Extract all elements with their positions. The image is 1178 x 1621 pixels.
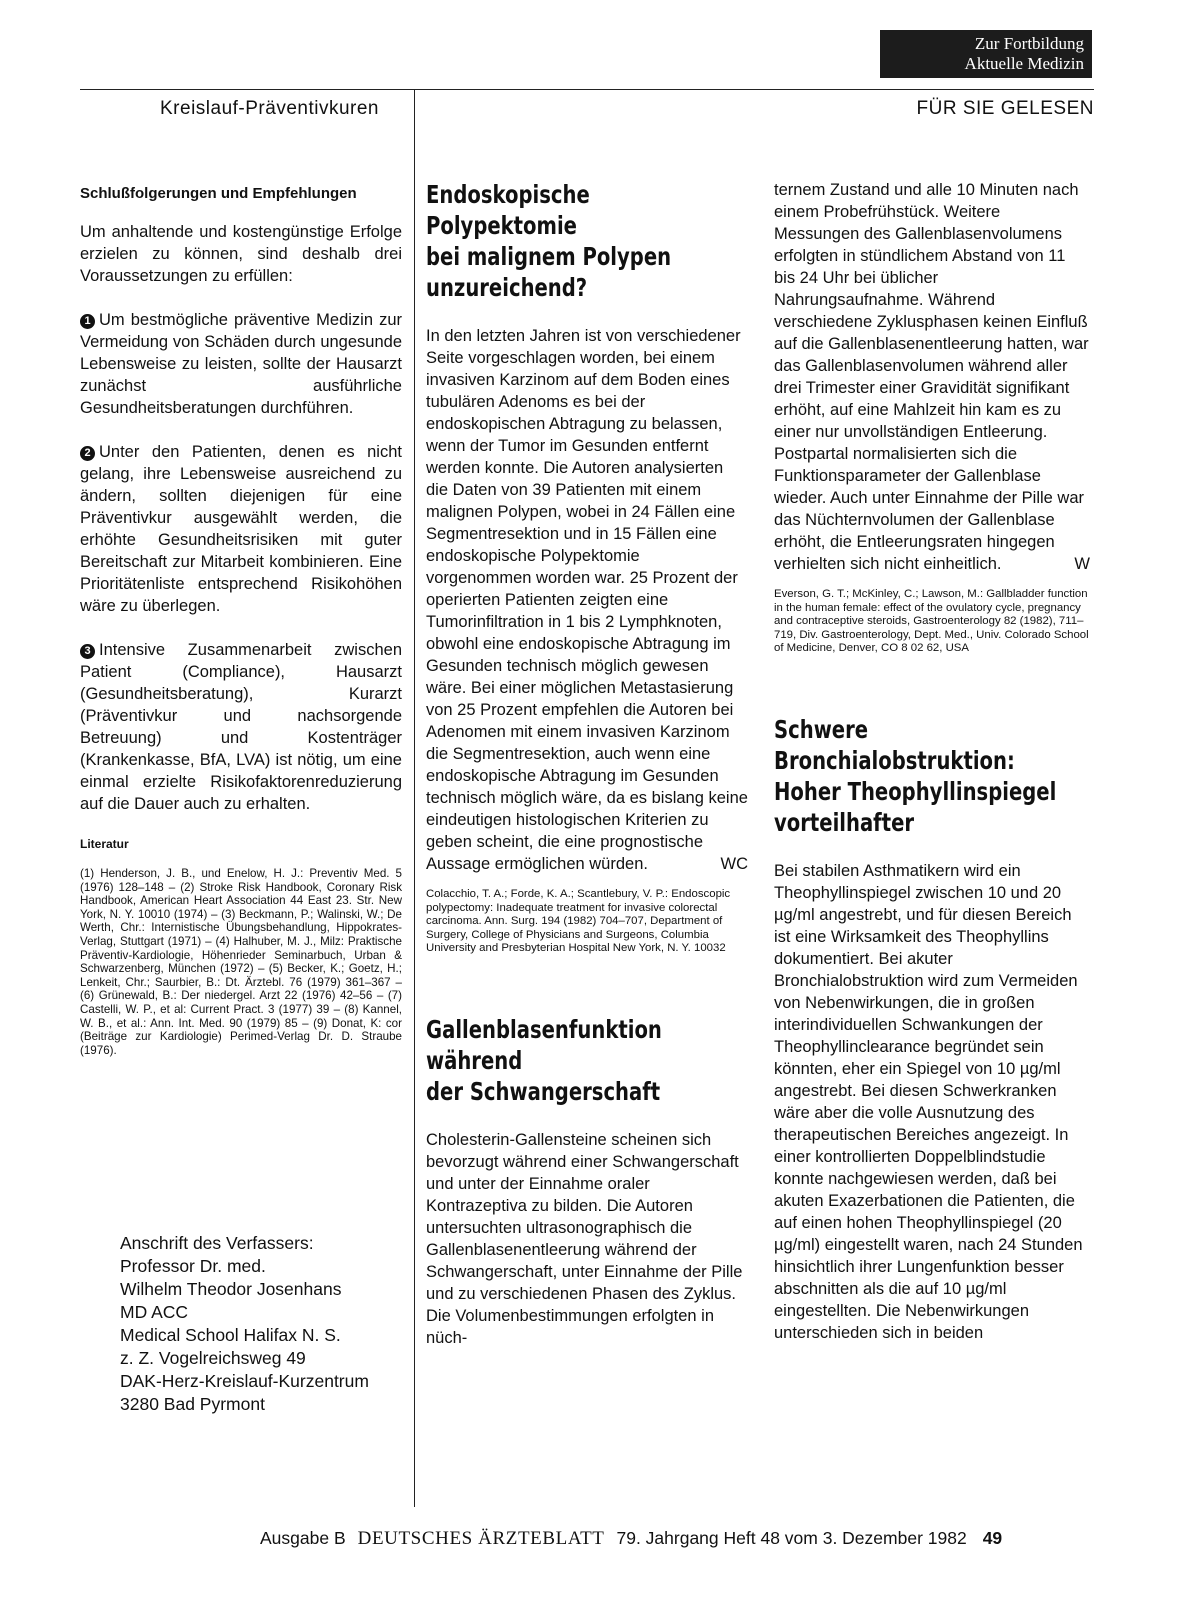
column-divider <box>414 89 415 1507</box>
title-line: Schwere <box>774 714 869 744</box>
article-1-body <box>426 325 748 875</box>
recommendation-1 <box>80 309 402 419</box>
badge-line-2: Aktuelle Medizin <box>964 54 1084 73</box>
running-head-right: FÜR SIE GELESEN <box>916 98 1094 119</box>
footer-edition: Ausgabe B <box>260 1528 346 1548</box>
section-badge <box>880 30 1092 78</box>
article-3-body: Bei stabilen Asthmatikern wird ein Theophyllinspiegel zwischen 10 und 20 µg/ml angestrebt, und für diesen Bereich ist eine Wirksamkeit des Theophyllins dokumentiert. Bei akuter Bronchialobstruktion wird zum Vermeiden von Nebenwirkungen, die in großen interindividuellen Schwankungen der Theophyllinclearance begründet sein könnten, eher ein Spiegel von 10 µg/ml angestrebt. Bei diesen Schwerkranken wäre aber die volle Ausnutzung des therapeutischen Bereiches angezeigt. In einer kontrollierten Doppelblindstudie konnte nachgewiesen werden, daß bei akuten Exazerbationen die Patienten, die auf einen hohen Theophyllinspiegel (20 µg/ml) eingestellt waren, nach 24 Stunden hinsichtlich ihrer Lungenfunktion besser abschnitten als die auf 10 µg/ml eingestellten. Die Nebenwirkungen unterschieden sich in beiden <box>774 861 1083 1342</box>
page-footer <box>260 1528 1002 1550</box>
recommendation-text-2: Unter den Patienten, denen es nicht gelang, ihre Lebensweise ausreichend zu ändern, sollten diejenigen für eine Präventivkur ausgewählt werden, die erhöhte Gesundheitsrisiken mit guter Bereitschaft zur Mitarbeit kombinieren. Eine Prioritätenliste entsprechend Risikohöhen wäre zu überlegen. <box>80 443 402 615</box>
recommendation-text-3: Intensive Zusammenarbeit zwischen Patient (Compliance), Hausarzt (Gesundheitsberatung), Kurarzt (Präventivkur und nachsorgende Betreuung) und Kostenträger (Krankenkasse, BfA, LVA) ist nötig, um eine einmal erzielte Risikofaktorenreduzierung auf die Dauer auch zu erhalten. <box>80 641 402 813</box>
address-line: Professor Dr. med. <box>120 1256 266 1276</box>
number-badge-3: 3 <box>80 644 95 659</box>
title-line: während <box>426 1045 523 1075</box>
address-line: Medical School Halifax N. S. <box>120 1325 341 1345</box>
address-line: Anschrift des Verfassers: <box>120 1233 314 1253</box>
title-line: der Schwangerschaft <box>426 1076 661 1106</box>
article-1-signature: WC <box>720 855 748 873</box>
article-2-signature: W <box>1074 555 1090 573</box>
top-rule <box>80 89 1094 90</box>
article-1-title <box>426 179 748 303</box>
title-line: Hoher Theophyllinspiegel <box>774 776 1057 806</box>
address-line: MD ACC <box>120 1302 189 1322</box>
footer-issue: 79. Jahrgang Heft 48 vom 3. Dezember 1982 <box>616 1528 967 1548</box>
article-2-body-part-1: Cholesterin-Gallensteine scheinen sich bevorzugt während einer Schwangerschaft und unter der Einnahme oraler Kontrazeptiva zu bilden. Die Autoren untersuchten ultrasonographisch die Gallenblasenentleerung während der Schwangerschaft, unter Einnahme der Pille und zu verschiedenen Phasen des Zyklus. Die Volumenbestimmungen erfolgten in nüch- <box>426 1130 743 1347</box>
address-line: Wilhelm Theodor Josenhans <box>120 1279 342 1299</box>
address-line: z. Z. Vogelreichsweg 49 <box>120 1348 306 1368</box>
recommendation-3 <box>80 639 402 815</box>
article-2-title <box>426 1014 748 1107</box>
column-middle <box>426 179 748 1349</box>
title-line: vorteilhafter <box>774 807 915 837</box>
article-3-title <box>774 714 1090 838</box>
page-number: 49 <box>982 1528 1003 1548</box>
badge-line-1: Zur Fortbildung <box>974 34 1084 53</box>
footer-journal: DEUTSCHES ÄRZTEBLATT <box>357 1528 605 1549</box>
title-line: unzureichend? <box>426 273 588 302</box>
article-2-body-part-2 <box>774 179 1090 575</box>
conclusions-intro: Um anhaltende und kostengünstige Erfolge erzielen zu können, sind deshalb drei Voraussetzungen zu erfüllen: <box>80 223 402 285</box>
literature-list: (1) Henderson, J. B., und Enelow, H. J.: Preventiv Med. 5 (1976) 128–148 – (2) Stroke Risk Handbook, Coronary Risk Handbook, American Heart Association 44 East 23. Str. New York, N. Y. 10010 (1974) – (3) Beckmann, P.; Walinski, W.; De Werth, Chr.: Internistische Übungsbehandlung, Hippokrates-Verlag, Stuttgart (1971) – (4) Halhuber, M. J., Milz: Praktische Präventiv-Kardiologie, Höhenrieder Seminarbuch, Urban & Schwarzenberg, München (1972) – (5) Becker, K.; Goetz, H.; Lenkeit, Chr.; Saurbier, B.: Dt. Ärztebl. 76 (1979) 361–367 – (6) Grünewald, B.: Der niedergel. Arzt 22 (1976) 42–56 – (7) Castelli, W. P., et al: Current Pract. 3 (1977) 39 – (8) Kannel, W. B., et al.: Ann. Int. Med. 90 (1979) 85 – (9) Donat, K: cor (Beiträge zur Kardiologie) Perimed-Verlag Dr. D. Straube (1976). <box>80 867 402 1057</box>
column-right <box>774 179 1090 1344</box>
number-badge-1: 1 <box>80 314 95 329</box>
number-badge-2: 2 <box>80 446 95 461</box>
recommendation-text-1: Um bestmögliche präventive Medizin zur Vermeidung von Schäden durch ungesunde Lebensweise zu leisten, sollte der Hausarzt zunächst ausführliche Gesundheitsberatungen durchführen. <box>80 311 402 417</box>
title-line: Bronchialobstruktion: <box>774 745 1015 775</box>
recommendation-2 <box>80 441 402 617</box>
conclusions-heading: Schlußfolgerungen und Empfehlungen <box>80 185 357 202</box>
literature-heading: Literatur <box>80 837 129 851</box>
address-line: DAK-Herz-Kreislauf-Kurzentrum <box>120 1371 369 1391</box>
address-line: 3280 Bad Pyrmont <box>120 1394 265 1414</box>
column-left <box>80 183 402 1057</box>
article-1-text: In den letzten Jahren ist von verschiedener Seite vorgeschlagen worden, bei einem invasiven Karzinom auf dem Boden eines tubulären Adenoms es bei der endoskopischen Abtragung zu belassen, wenn der Tumor im Gesunden entfernt werden konnte. Die Autoren analysierten die Daten von 39 Patienten mit einem malignen Polypen, wobei in 24 Fällen eine Segmentresektion und in 15 Fällen eine endoskopische Polypektomie vorgenommen worden war. 25 Prozent der operierten Patienten zeigten eine Tumorinfiltration in 1 bis 2 Lymphknoten, obwohl eine endoskopische Abtragung im Gesunden technisch möglich gewesen wäre. Bei einer möglichen Metastasierung von 25 Prozent empfehlen die Autoren bei Adenomen mit einem invasiven Karzinom die Segmentresektion, auch wenn eine endoskopische Abtragung im Gesunden technisch möglich wäre, da es bislang keine eindeutigen histologischen Kriterien zu geben scheint, die eine prognostische Aussage ermöglichen würden. <box>426 327 748 873</box>
running-head-left: Kreislauf-Präventivkuren <box>160 98 379 119</box>
title-line: bei malignem Polypen <box>426 242 672 271</box>
title-line: Polypektomie <box>426 211 577 240</box>
article-2-text: ternem Zustand und alle 10 Minuten nach einem Probefrühstück. Weitere Messungen des Gallenblasenvolumens erfolgten in stündlichem Abstand von 11 bis 24 Uhr bei üblicher Nahrungsaufnahme. Während verschiedene Zyklusphasen keinen Einfluß auf die Gallenblasenentleerung hatten, war das Gallenblasenvolumen während aller drei Trimester einer Gravidität signifikant erhöht, auf eine Mahlzeit hin kam es zu einer nur unvollständigen Entleerung. Postpartal normalisierten sich die Funktionsparameter der Gallenblase wieder. Auch unter Einnahme der Pille war das Nüchternvolumen der Gallenblase erhöht, die Entleerungsraten hingegen verhielten sich nicht einheitlich. <box>774 181 1089 573</box>
author-address <box>120 1232 369 1416</box>
article-1-reference: Colacchio, T. A.; Forde, K. A.; Scantlebury, V. P.: Endoscopic polypectomy: Inadequate treatment for invasive colorectal carcinoma. Ann. Surg. 194 (1982) 704–707, Department of Surgery, College of Physicians and Surgeons, Columbia University and Presbyterian Hospital New York, N. Y. 10032 <box>426 888 731 955</box>
article-2-reference: Everson, G. T.; McKinley, C.; Lawson, M.: Gallbladder function in the human female: effect of the ovulatory cycle, pregnancy and contraceptive steroids, Gastroenterology 82 (1982), 711–719, Div. Gastroenterology, Dept. Med., Univ. Colorado School of Medicine, Denver, CO 8 02 62, USA <box>774 588 1089 655</box>
title-line: Endoskopische <box>426 180 590 209</box>
title-line: Gallenblasenfunktion <box>426 1014 662 1044</box>
